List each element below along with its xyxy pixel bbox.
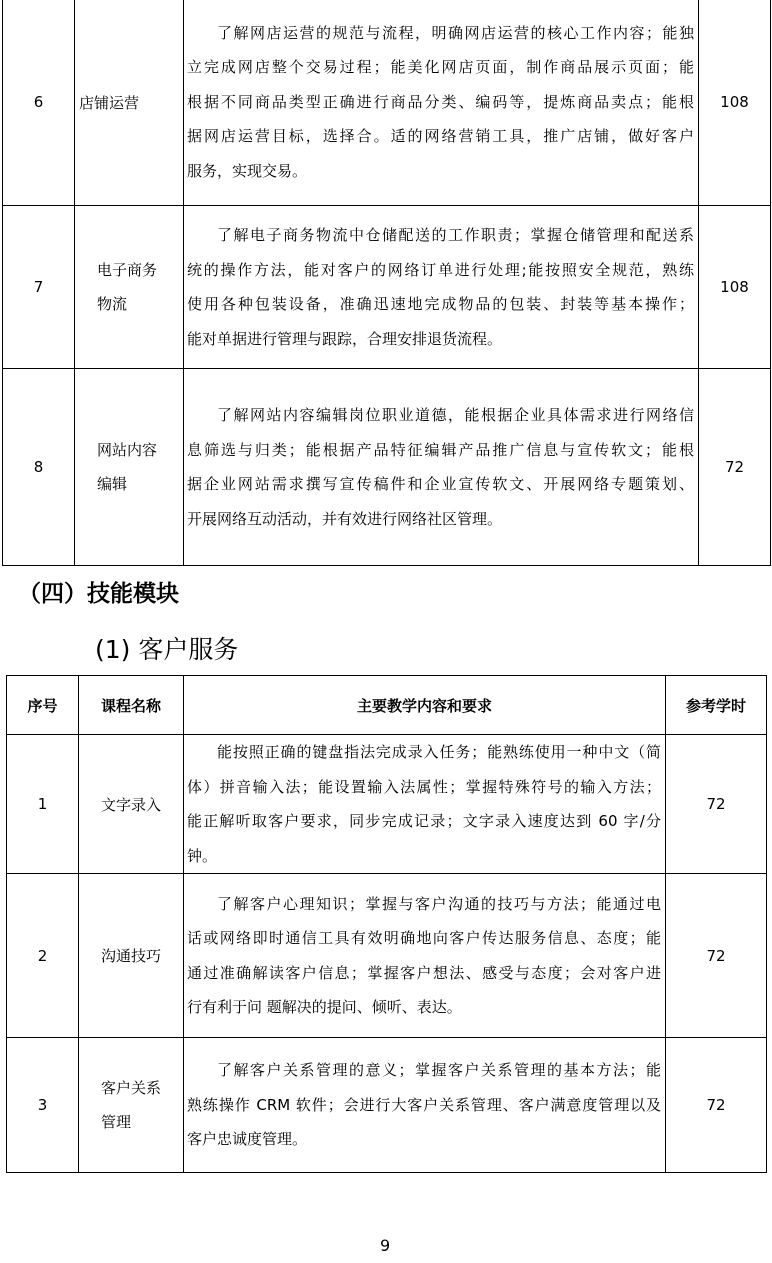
header-number: 序号 [7, 676, 79, 735]
content-line: 能对单据进行管理与跟踪，合理安排退货流程。 [187, 329, 503, 348]
course-hours: 72 [666, 874, 767, 1038]
content-line: 服务，实现交易。 [187, 161, 308, 180]
section-heading: （四）技能模块 [18, 581, 179, 607]
content-line: 熟练操作 CRM 软件；会进行大客户关系管理、客户满意度管理以及 [187, 1095, 661, 1114]
content-line: 钟。 [187, 846, 218, 865]
table-row [7, 874, 767, 1038]
row-number: 6 [3, 0, 75, 206]
course-content [184, 735, 666, 874]
course-name [75, 206, 184, 369]
row-number: 8 [3, 369, 75, 566]
course-name-line: 文字录入 [100, 795, 161, 814]
course-name-line: 店铺运营 [79, 93, 140, 112]
header-course-name: 课程名称 [79, 676, 184, 735]
course-name [75, 369, 184, 566]
content-line: 通过准确解读客户信息；掌握客户想法、感受与态度；会对客户进 [187, 963, 661, 982]
course-name-line: 编辑 [97, 475, 128, 493]
content-line: 据企业网站需求撰写宣传稿件和企业宣传软文、开展网络专题策划、 [187, 475, 694, 493]
course-name-line: 网站内容 [97, 441, 158, 459]
content-line: 立完成网店整个交易过程；能美化网店页面，制作商品展示页面；能 [187, 58, 694, 77]
content-line: 话或网络即时通信工具有效明确地向客户传达服务信息、态度；能 [187, 929, 661, 947]
content-line: 客户忠诚度管理。 [187, 1130, 308, 1149]
row-number: 7 [3, 206, 75, 369]
table-row [3, 0, 771, 206]
row-number: 1 [7, 735, 79, 874]
course-name-line: 物流 [97, 295, 128, 313]
content-line: 行有利于问 题解决的提问、倾听、表达。 [187, 998, 462, 1016]
course-hours: 108 [699, 206, 771, 369]
row-number: 2 [7, 874, 79, 1038]
course-name [79, 874, 184, 1038]
course-name-line: 客户关系 [101, 1079, 162, 1097]
course-hours: 108 [699, 0, 771, 206]
course-content [184, 874, 666, 1038]
row-number: 3 [7, 1038, 79, 1173]
subsection-heading: (1) 客户服务 [95, 635, 239, 664]
header-hours: 参考学时 [666, 676, 767, 735]
content-line: 根据不同商品类型正确进行商品分类、编码等，提炼商品卖点；能根 [187, 92, 694, 111]
content-line: 能按照正确的键盘指法完成录入任务；能熟练使用一种中文（简 [217, 743, 661, 761]
customer-service-course-table [6, 675, 767, 1173]
table-row [3, 369, 771, 566]
content-line: 了解电子商务物流中仓储配送的工作职责；掌握仓储管理和配送系 [217, 226, 694, 244]
table-header-row [7, 676, 767, 735]
course-hours: 72 [699, 369, 771, 566]
content-line: 使用各种包装设备，准确迅速地完成物品的包装、封装等基本操作； [187, 295, 694, 313]
course-content [184, 1038, 666, 1173]
table-row [3, 206, 771, 369]
course-name [79, 1038, 184, 1173]
content-line: 了解网站内容编辑岗位职业道德，能根据企业具体需求进行网络信 [217, 406, 694, 424]
course-hours: 72 [666, 735, 767, 874]
content-line: 据网店运营目标，选择合。适的网络营销工具，推广店铺，做好客户 [187, 127, 694, 146]
course-name-line: 电子商务 [97, 261, 158, 279]
course-table-continued [2, 0, 771, 566]
page-number: 9 [380, 1236, 391, 1255]
content-line: 了解客户心理知识；掌握与客户沟通的技巧与方法；能通过电 [217, 894, 661, 913]
content-line: 体）拼音输入法；能设置输入法属性；掌握特殊符号的输入方法； [187, 777, 661, 796]
table-row [7, 735, 767, 874]
table-row [7, 1038, 767, 1173]
course-name [79, 735, 184, 874]
course-name-line: 管理 [101, 1113, 132, 1131]
course-content [184, 0, 699, 206]
course-name [75, 0, 184, 206]
course-name-line: 沟通技巧 [100, 947, 161, 965]
content-line: 了解客户关系管理的意义；掌握客户关系管理的基本方法；能 [217, 1061, 661, 1080]
content-line: 息筛选与归类；能根据产品特征编辑产品推广信息与宣传软文；能根 [187, 440, 694, 459]
course-hours: 72 [666, 1038, 767, 1173]
content-line: 统的操作方法，能对客户的网络订单进行处理;能按照安全规范，熟练 [187, 260, 694, 279]
content-line: 能正解听取客户要求，同步完成记录；文字录入速度达到 60 字/分 [187, 812, 661, 830]
course-content [184, 369, 699, 566]
content-line: 开展网络互动活动，并有效进行网络社区管理。 [187, 509, 503, 528]
course-content [184, 206, 699, 369]
header-content: 主要教学内容和要求 [184, 676, 666, 735]
content-line: 了解网店运营的规范与流程，明确网店运营的核心工作内容；能独 [217, 23, 694, 42]
